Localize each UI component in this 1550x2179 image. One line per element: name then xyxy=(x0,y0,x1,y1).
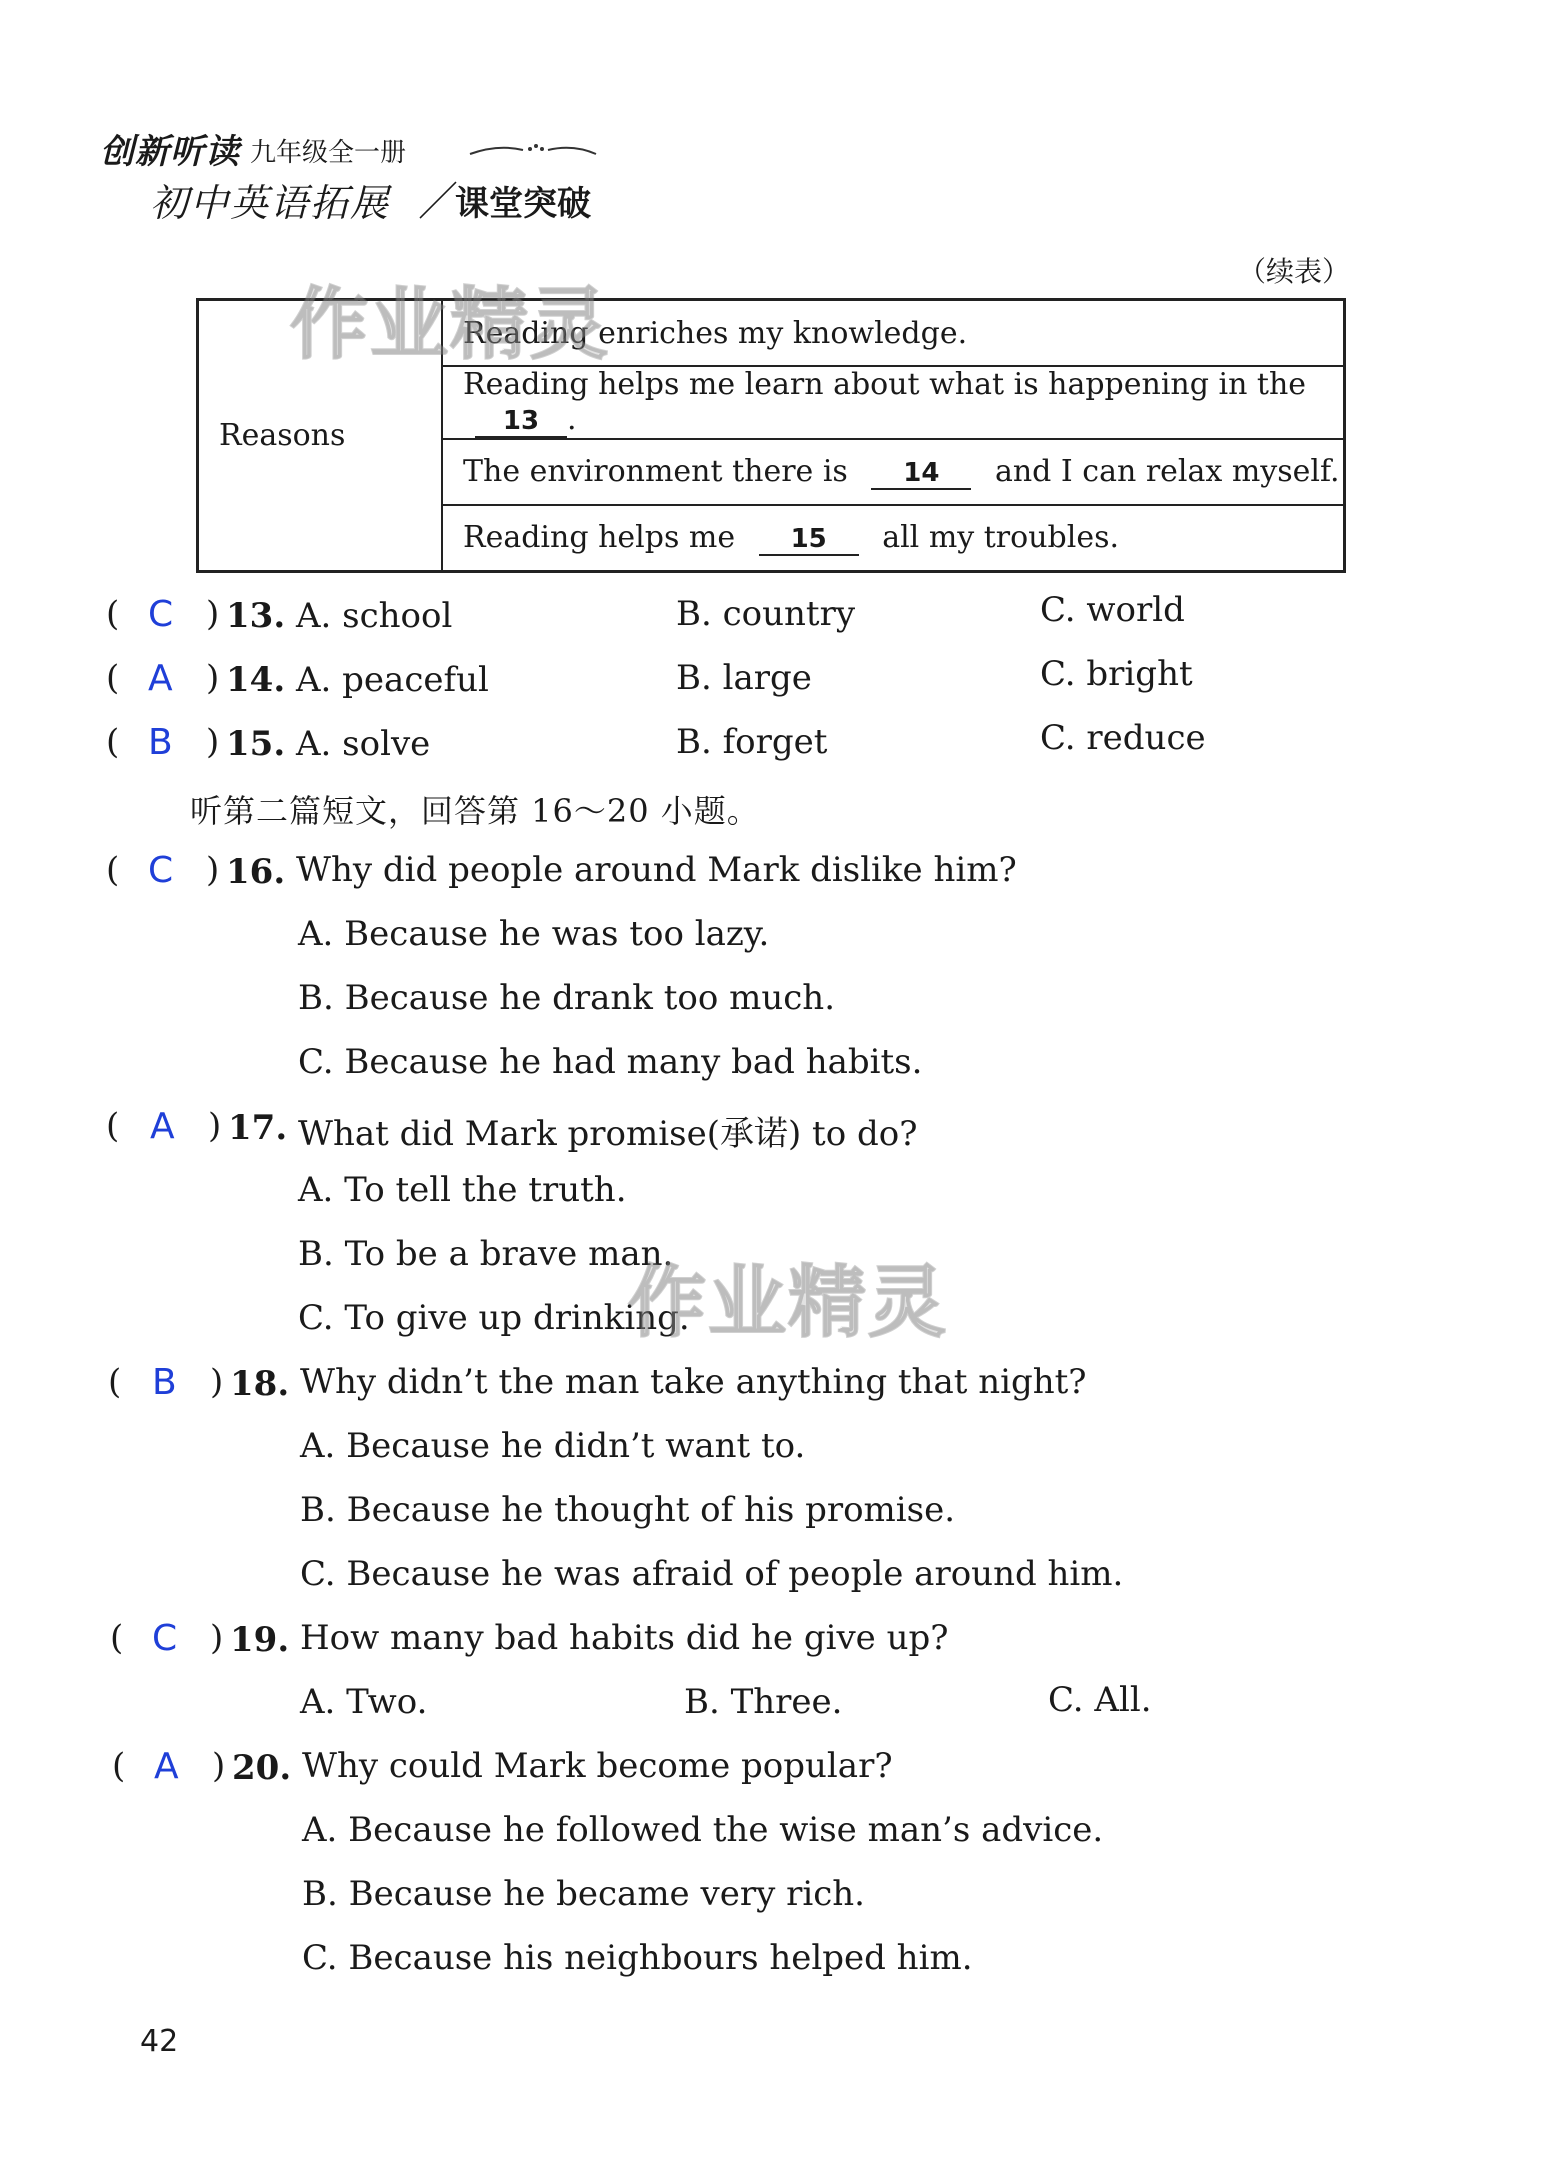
paren-close: ) xyxy=(206,594,220,634)
paren-close: ) xyxy=(206,722,220,762)
paren-close: ) xyxy=(210,1618,224,1658)
option-b: B. Because he thought of his promise. xyxy=(300,1490,956,1530)
paren-close: ) xyxy=(208,1106,222,1146)
answer-letter: A xyxy=(148,658,173,699)
paren-open: ( xyxy=(108,1362,122,1402)
option-c: C. Because his neighbours helped him. xyxy=(302,1938,973,1978)
table-cell xyxy=(442,439,1345,505)
question-text: What did Mark promise(承诺) to do? xyxy=(298,1114,918,1154)
option-b: B. large xyxy=(676,658,812,698)
option-a: A. Two. xyxy=(300,1682,428,1722)
option-a: A. To tell the truth. xyxy=(298,1170,627,1210)
paren-open: ( xyxy=(106,594,120,634)
paren-open: ( xyxy=(106,722,120,762)
paren-open: ( xyxy=(106,1106,120,1146)
paren-close: ) xyxy=(212,1746,226,1786)
watermark: 作业精灵 xyxy=(628,1258,949,1348)
option-b: B. forget xyxy=(676,722,828,762)
cell-text: Reading enriches my knowledge. xyxy=(463,315,968,351)
header-ornament xyxy=(468,140,598,160)
cell-text: Reading helps me learn about what is happening in the xyxy=(463,367,1307,402)
question-text: Why did people around Mark dislike him? xyxy=(296,850,1017,890)
question-number: 14. xyxy=(226,660,286,700)
answer-letter: C xyxy=(148,850,174,891)
question-number: 20. xyxy=(232,1748,292,1788)
option-b: B. To be a brave man. xyxy=(298,1234,674,1274)
answer-blank: 13 xyxy=(475,406,567,438)
watermark: 作业精灵 xyxy=(290,280,611,370)
answer-blank: 14 xyxy=(871,458,971,490)
option-c: C. To give up drinking. xyxy=(298,1298,690,1338)
book-title: 初中英语拓展 xyxy=(150,181,391,225)
option-a: A. Because he didn’t want to. xyxy=(300,1426,806,1466)
series-title: 创新听读 xyxy=(100,132,240,172)
table-cell xyxy=(442,505,1345,572)
option-c: C. world xyxy=(1040,590,1185,630)
answer-letter: A xyxy=(154,1746,179,1787)
paren-close: ) xyxy=(210,1362,224,1402)
option-b: B. Because he became very rich. xyxy=(302,1874,865,1914)
cell-text: all my troubles. xyxy=(882,520,1120,555)
question-number: 13. xyxy=(226,596,286,636)
answer-letter: B xyxy=(148,722,173,763)
cell-text: The environment there is xyxy=(463,454,848,489)
answer-letter: B xyxy=(152,1362,177,1403)
passage-instruction: 听第二篇短文，回答第 16～20 小题。 xyxy=(190,792,760,830)
section-title: 课堂突破 xyxy=(455,184,591,224)
option-c: C. reduce xyxy=(1040,718,1206,758)
answer-letter: A xyxy=(150,1106,175,1147)
question-number: 15. xyxy=(226,724,286,764)
continued-label: （续表） xyxy=(1238,255,1351,288)
paren-close: ) xyxy=(206,658,220,698)
answer-letter: C xyxy=(152,1618,178,1659)
option-a: A. Because he was too lazy. xyxy=(298,914,770,954)
page-number: 42 xyxy=(140,2024,179,2059)
question-number: 17. xyxy=(228,1108,288,1148)
question-number: 19. xyxy=(230,1620,290,1660)
question-text: Why could Mark become popular? xyxy=(302,1746,893,1786)
option-c: C. Because he was afraid of people around him. xyxy=(300,1554,1124,1594)
paren-open: ( xyxy=(112,1746,126,1786)
grade-label: 九年级全一册 xyxy=(250,138,407,168)
cell-text: Reading helps me xyxy=(463,520,736,555)
option-c: C. bright xyxy=(1040,654,1193,694)
table-cell xyxy=(442,366,1345,439)
reasons-label: Reasons xyxy=(198,300,443,572)
question-number: 16. xyxy=(226,852,286,892)
question-text: How many bad habits did he give up? xyxy=(300,1618,949,1658)
paren-open: ( xyxy=(106,658,120,698)
cell-text: and I can relax myself. xyxy=(994,454,1340,489)
option-b: B. Three. xyxy=(684,1682,843,1722)
option-b: B. country xyxy=(676,594,856,634)
option-a: A. peaceful xyxy=(296,660,489,700)
answer-letter: C xyxy=(148,594,174,635)
option-c: C. All. xyxy=(1048,1680,1152,1720)
paren-close: ) xyxy=(206,850,220,890)
header-slash: ／ xyxy=(418,179,458,225)
option-a: A. solve xyxy=(296,724,431,764)
option-b: B. Because he drank too much. xyxy=(298,978,836,1018)
paren-open: ( xyxy=(106,850,120,890)
option-a: A. Because he followed the wise man’s advice. xyxy=(302,1810,1104,1850)
option-a: A. school xyxy=(296,596,453,636)
answer-blank: 15 xyxy=(759,524,859,556)
paren-open: ( xyxy=(110,1618,124,1658)
option-c: C. Because he had many bad habits. xyxy=(298,1042,923,1082)
question-text: Why didn’t the man take anything that night? xyxy=(300,1362,1087,1402)
cell-text: . xyxy=(567,402,577,437)
question-number: 18. xyxy=(230,1364,290,1404)
